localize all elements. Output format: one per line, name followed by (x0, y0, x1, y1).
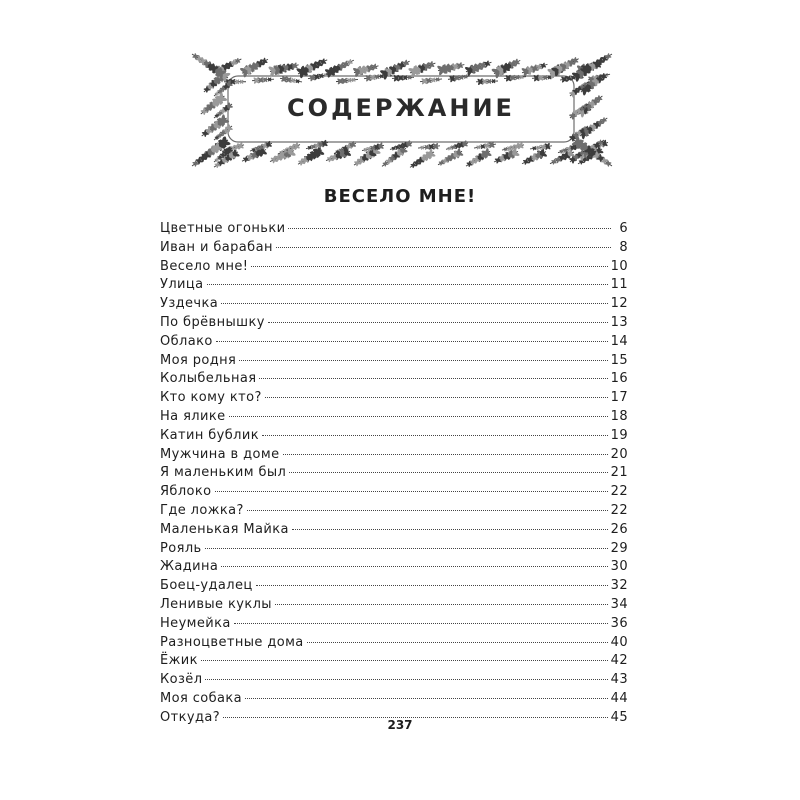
toc-entry (160, 334, 628, 353)
toc-entry (160, 371, 628, 390)
toc-entry-title: Неумейка (160, 615, 231, 631)
dot-leader (251, 265, 607, 267)
dot-leader (229, 415, 608, 417)
toc-entry-page: 29 (610, 540, 628, 556)
toc-entry (160, 578, 628, 597)
toc-entry-title: Колыбельная (160, 371, 257, 387)
page-number: 237 (387, 718, 413, 732)
dot-leader (221, 302, 608, 304)
toc-entry-title: Козёл (160, 672, 203, 688)
toc-entry-page: 13 (610, 314, 628, 330)
toc-entry-title: Весело мне! (160, 258, 249, 274)
dot-leader (283, 453, 608, 455)
toc-entry (160, 541, 628, 560)
toc-entry (160, 635, 628, 654)
toc-entry-page: 19 (610, 427, 628, 443)
page-title: СОДЕРЖАНИЕ (287, 94, 515, 122)
dot-leader (205, 678, 607, 680)
toc-entry-page: 32 (610, 578, 628, 594)
toc-entry-title: Облако (160, 333, 213, 349)
toc-entry (160, 428, 628, 447)
toc-entry (160, 597, 628, 616)
dot-leader (247, 509, 608, 511)
toc-entry-page: 18 (610, 408, 628, 424)
toc-entry-page: 42 (610, 653, 628, 669)
toc-entry (160, 315, 628, 334)
toc-entry (160, 240, 628, 259)
dot-leader (288, 227, 611, 229)
toc-entry-page: 34 (610, 596, 628, 612)
toc-entry-title: По брёвнышку (160, 314, 265, 330)
toc-entry (160, 465, 628, 484)
dot-leader (205, 547, 608, 549)
toc-entry-title: Я маленьким был (160, 465, 287, 481)
toc-entry-title: Иван и барабан (160, 239, 273, 255)
toc-entry-page: 36 (610, 615, 628, 631)
dot-leader (262, 434, 608, 436)
dot-leader (256, 584, 608, 586)
toc-entry (160, 221, 628, 240)
toc-entry-page: 40 (610, 634, 628, 650)
toc-entry-page: 44 (610, 690, 628, 706)
toc-entry-title: Мужчина в доме (160, 446, 280, 462)
dot-leader (201, 659, 608, 661)
dot-leader (307, 641, 608, 643)
toc-entry-title: Улица (160, 277, 204, 293)
toc-entry (160, 559, 628, 578)
toc-entry-page: 15 (610, 352, 628, 368)
toc-entry (160, 691, 628, 710)
toc-entry-title: Боец-удалец (160, 578, 253, 594)
toc-entry-title: Уздечка (160, 296, 219, 312)
toc-entry (160, 653, 628, 672)
dot-leader (275, 603, 608, 605)
dot-leader (276, 246, 611, 248)
toc-entry (160, 447, 628, 466)
toc-entry-page: 6 (619, 221, 628, 236)
toc-entry-title: Кто кому кто? (160, 390, 262, 406)
toc-entry-page: 17 (610, 390, 628, 406)
toc-entry-title: Откуда? (160, 709, 221, 725)
dot-leader (207, 283, 608, 285)
toc-entry-title: Ёжик (160, 653, 198, 669)
toc-entry-title: Рояль (160, 540, 202, 556)
dot-leader (215, 490, 608, 492)
dot-leader (259, 377, 607, 379)
dot-leader (245, 697, 608, 699)
toc-entry-page: 16 (610, 371, 628, 387)
toc-entry-page: 22 (610, 484, 628, 500)
toc-entry (160, 296, 628, 315)
toc-entry-title: Цветные огоньки (160, 221, 286, 236)
dot-leader (221, 565, 607, 567)
toc-entry-title: Яблоко (160, 484, 212, 500)
dot-leader (239, 359, 607, 361)
toc-entry (160, 390, 628, 409)
toc-entry-page: 14 (610, 333, 628, 349)
toc-entry (160, 503, 628, 522)
dot-leader (265, 396, 608, 398)
table-of-contents (160, 221, 628, 729)
toc-entry-title: На ялике (160, 408, 226, 424)
dot-leader (234, 622, 608, 624)
toc-entry-page: 43 (610, 672, 628, 688)
toc-entry-title: Катин бублик (160, 427, 259, 443)
dot-leader (289, 471, 607, 473)
toc-entry-title: Моя собака (160, 690, 243, 706)
toc-entry-title: Разноцветные дома (160, 634, 304, 650)
toc-entry (160, 409, 628, 428)
toc-entry-page: 30 (610, 559, 628, 575)
toc-entry (160, 522, 628, 541)
toc-entry-title: Маленькая Майка (160, 521, 289, 537)
toc-entry (160, 672, 628, 691)
contents-banner (184, 48, 618, 172)
toc-entry-page: 45 (610, 709, 628, 725)
toc-entry-page: 20 (610, 446, 628, 462)
dot-leader (216, 340, 608, 342)
toc-entry-page: 8 (619, 239, 628, 255)
toc-entry (160, 353, 628, 372)
toc-entry-page: 10 (610, 258, 628, 274)
dot-leader (292, 528, 608, 530)
section-title: ВЕСЕЛО МНЕ! (323, 186, 477, 207)
toc-entry-title: Моя родня (160, 352, 237, 368)
toc-entry-title: Где ложка? (160, 502, 244, 518)
toc-entry (160, 259, 628, 278)
toc-entry (160, 484, 628, 503)
toc-entry-page: 21 (610, 465, 628, 481)
dot-leader (268, 321, 608, 323)
toc-entry-title: Жадина (160, 559, 219, 575)
toc-entry (160, 616, 628, 635)
toc-entry (160, 277, 628, 296)
toc-entry-title: Ленивые куклы (160, 596, 272, 612)
toc-entry-page: 12 (610, 296, 628, 312)
toc-entry-page: 11 (610, 277, 628, 293)
toc-entry-page: 22 (610, 502, 628, 518)
toc-entry-page: 26 (610, 521, 628, 537)
